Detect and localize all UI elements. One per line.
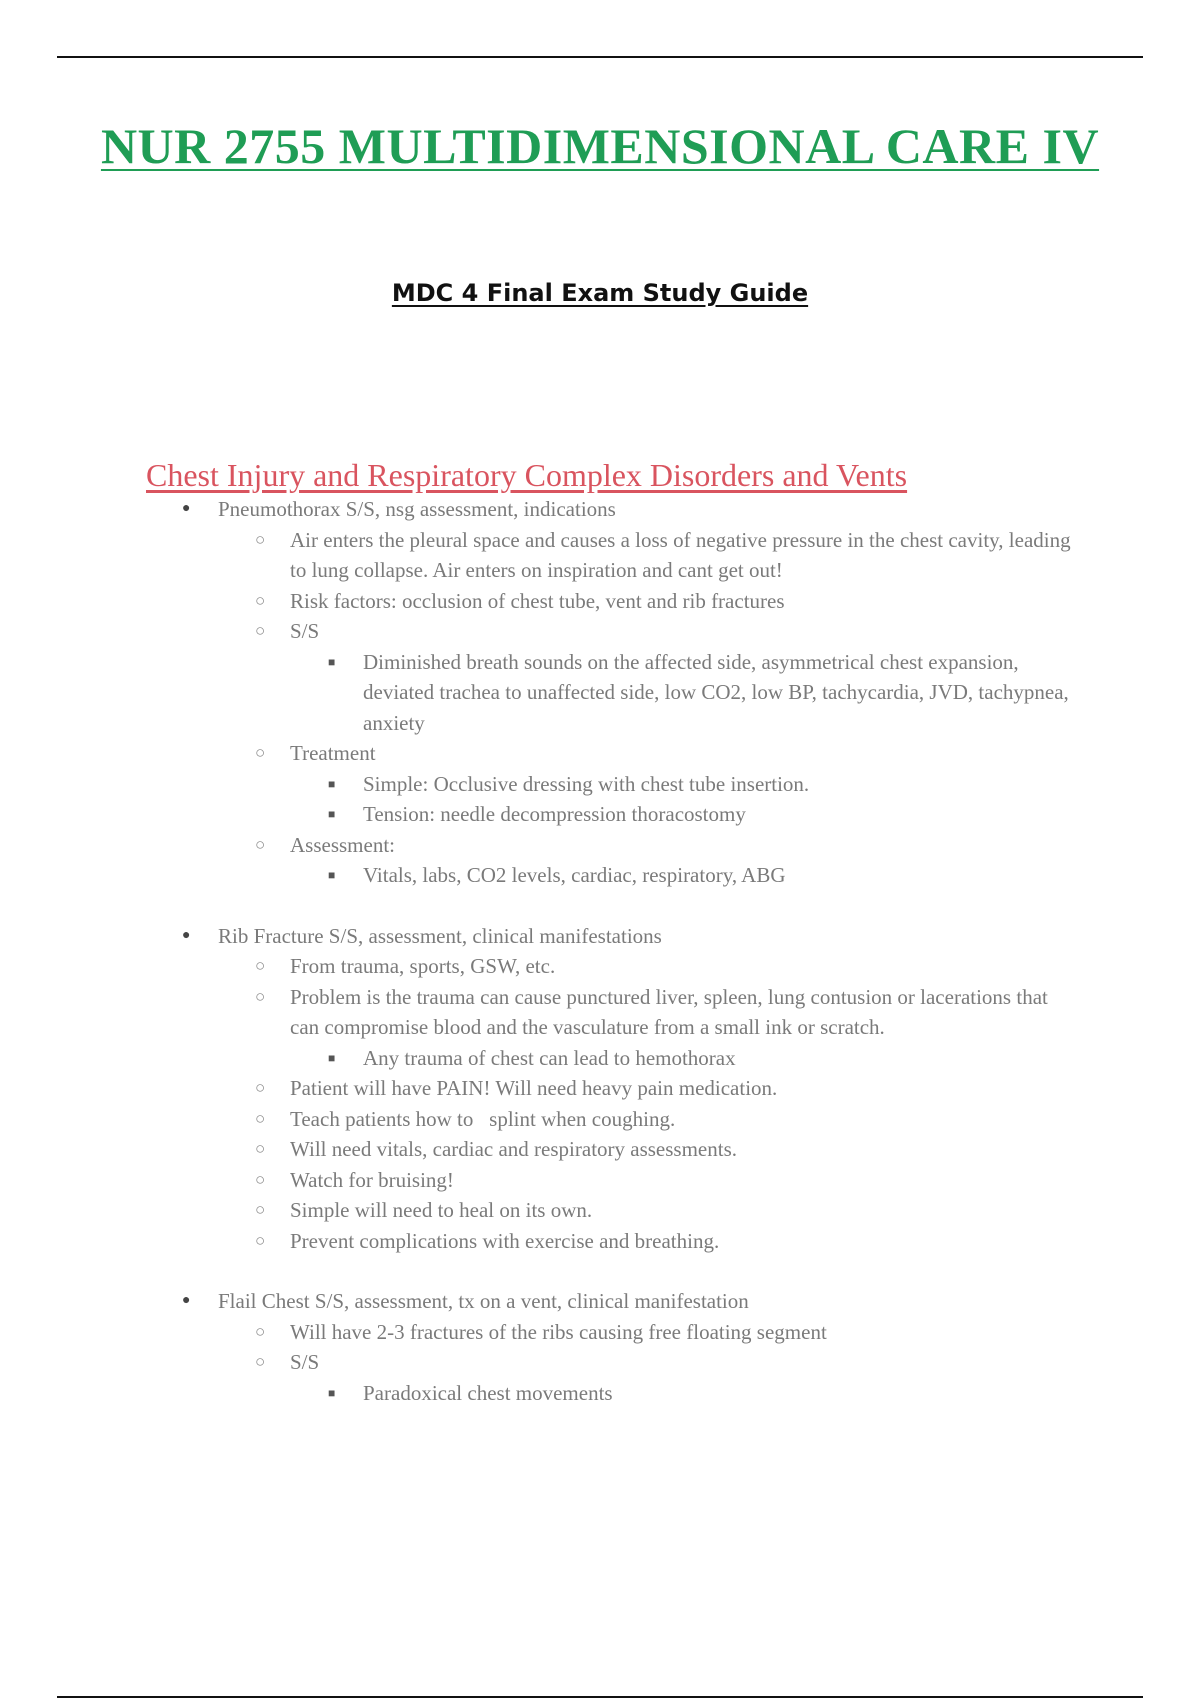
bullet-disc-icon: ● [182, 501, 191, 516]
list-item [0, 1317, 1073, 1348]
pneumothorax-treatment-tension: Tension: needle decompression thoracostomy [363, 802, 746, 826]
top-rule [57, 56, 1143, 58]
rib-fracture-prevent: Prevent complications with exercise and breathing. [290, 1228, 720, 1253]
pneumothorax-ss-detail: Diminished breath sounds on the affected side, asymmetrical chest expansion, deviated trachea to unaffected side, low CO2, low BP, tachycardia, JVD, tachypnea, anxiety [363, 649, 1069, 735]
bullet-circle-icon: ○ [255, 1108, 266, 1128]
rib-fracture-pain: Patient will have PAIN! Will need heavy pain medication. [290, 1076, 778, 1100]
bullet-circle-icon: ○ [255, 956, 266, 975]
list-item [0, 494, 1073, 525]
list-item [0, 738, 1073, 769]
bullet-circle-icon: ○ [255, 1139, 266, 1158]
list-item [0, 1043, 1073, 1074]
bullet-square-icon: ■ [328, 654, 336, 669]
pneumothorax-treatment-label: Treatment [290, 741, 376, 765]
list-item [0, 982, 1073, 1043]
bullet-circle-icon: ○ [255, 529, 266, 549]
bullet-circle-icon: ○ [255, 590, 266, 610]
bullet-disc-icon: ● [182, 1293, 191, 1308]
list-item [0, 769, 1073, 800]
rib-fracture-splint: Teach patients how to splint when coughing. [290, 1106, 676, 1131]
flail-chest-paradoxical: Paradoxical chest movements [363, 1380, 613, 1405]
list-item [0, 525, 1073, 586]
bullet-circle-icon: ○ [255, 1230, 266, 1250]
list-item [0, 1378, 1073, 1409]
rib-fracture-cause: From trauma, sports, GSW, etc. [290, 954, 556, 978]
list-item [0, 1104, 1073, 1135]
list-item [0, 1165, 1073, 1196]
list-item [0, 860, 1073, 891]
list-item [0, 830, 1073, 861]
section-heading: Chest Injury and Respiratory Complex Disorders and Vents [146, 457, 908, 493]
rib-fracture-hemothorax: Any trauma of chest can lead to hemothorax [363, 1045, 736, 1070]
bullet-circle-icon: ○ [255, 986, 266, 1006]
spacer [0, 1256, 1200, 1286]
topic-rib-fracture: Rib Fracture S/S, assessment, clinical manifestations [218, 923, 662, 948]
list-item [0, 586, 1073, 617]
document-subtitle: MDC 4 Final Exam Study Guide [391, 279, 809, 307]
bullet-circle-icon: ○ [255, 743, 266, 762]
rib-fracture-vitals: Will need vitals, cardiac and respiratory assessments. [290, 1137, 738, 1161]
rib-fracture-problem: Problem is the trauma can cause punctured liver, spleen, lung contusion or lacerations that can compromise blood and the vasculature from a small ink or scratch. [290, 984, 1048, 1039]
pneumothorax-treatment-simple: Simple: Occlusive dressing with chest tube insertion. [363, 771, 810, 796]
pneumothorax-ss-label: S/S [290, 619, 320, 643]
pneumothorax-assessment-label: Assessment: [290, 832, 395, 857]
bullet-circle-icon: ○ [255, 834, 266, 854]
bullet-circle-icon: ○ [255, 1321, 266, 1341]
bullet-square-icon: ■ [328, 868, 336, 882]
rib-fracture-bruising: Watch for bruising! [290, 1167, 454, 1192]
pneumothorax-assessment-detail: Vitals, labs, CO2 levels, cardiac, respiratory, ABG [363, 863, 786, 887]
bullet-square-icon: ■ [328, 1385, 336, 1400]
bullet-circle-icon: ○ [255, 1352, 266, 1371]
bullet-square-icon: ■ [328, 776, 336, 791]
list-item [0, 1134, 1073, 1165]
bullet-square-icon: ■ [328, 807, 336, 821]
list-item [0, 647, 1073, 739]
rib-fracture-heal: Simple will need to heal on its own. [290, 1198, 593, 1222]
course-title: NUR 2755 MULTIDIMENSIONAL CARE IV [100, 118, 1100, 174]
list-item [0, 951, 1073, 982]
list-item [0, 799, 1073, 830]
flail-chest-fractures: Will have 2-3 fractures of the ribs causing free floating segment [290, 1319, 827, 1344]
bullet-circle-icon: ○ [255, 1200, 266, 1219]
bottom-rule [57, 1696, 1143, 1698]
bullet-circle-icon: ○ [255, 1078, 266, 1097]
spacer [0, 891, 1200, 921]
pneumothorax-definition: Air enters the pleural space and causes a loss of negative pressure in the chest cavity, leading to lung collapse. Air enters on inspiration and cant get out! [290, 527, 1071, 582]
pneumothorax-risk-factors: Risk factors: occlusion of chest tube, vent and rib fractures [290, 588, 785, 613]
list-item [0, 616, 1073, 647]
topic-flail-chest: Flail Chest S/S, assessment, tx on a vent, clinical manifestation [218, 1289, 749, 1313]
list-item [0, 1195, 1073, 1226]
list-item [0, 1073, 1073, 1104]
bullet-circle-icon: ○ [255, 621, 266, 640]
outline-content [0, 494, 1200, 1408]
bullet-circle-icon: ○ [255, 1169, 266, 1189]
list-item [0, 1286, 1073, 1317]
topic-pneumothorax: Pneumothorax S/S, nsg assessment, indications [218, 497, 616, 521]
list-item [0, 921, 1073, 952]
flail-chest-ss-label: S/S [290, 1350, 320, 1374]
list-item [0, 1226, 1073, 1257]
bullet-disc-icon: ● [182, 927, 191, 943]
list-item [0, 1347, 1073, 1378]
bullet-square-icon: ■ [328, 1050, 336, 1065]
